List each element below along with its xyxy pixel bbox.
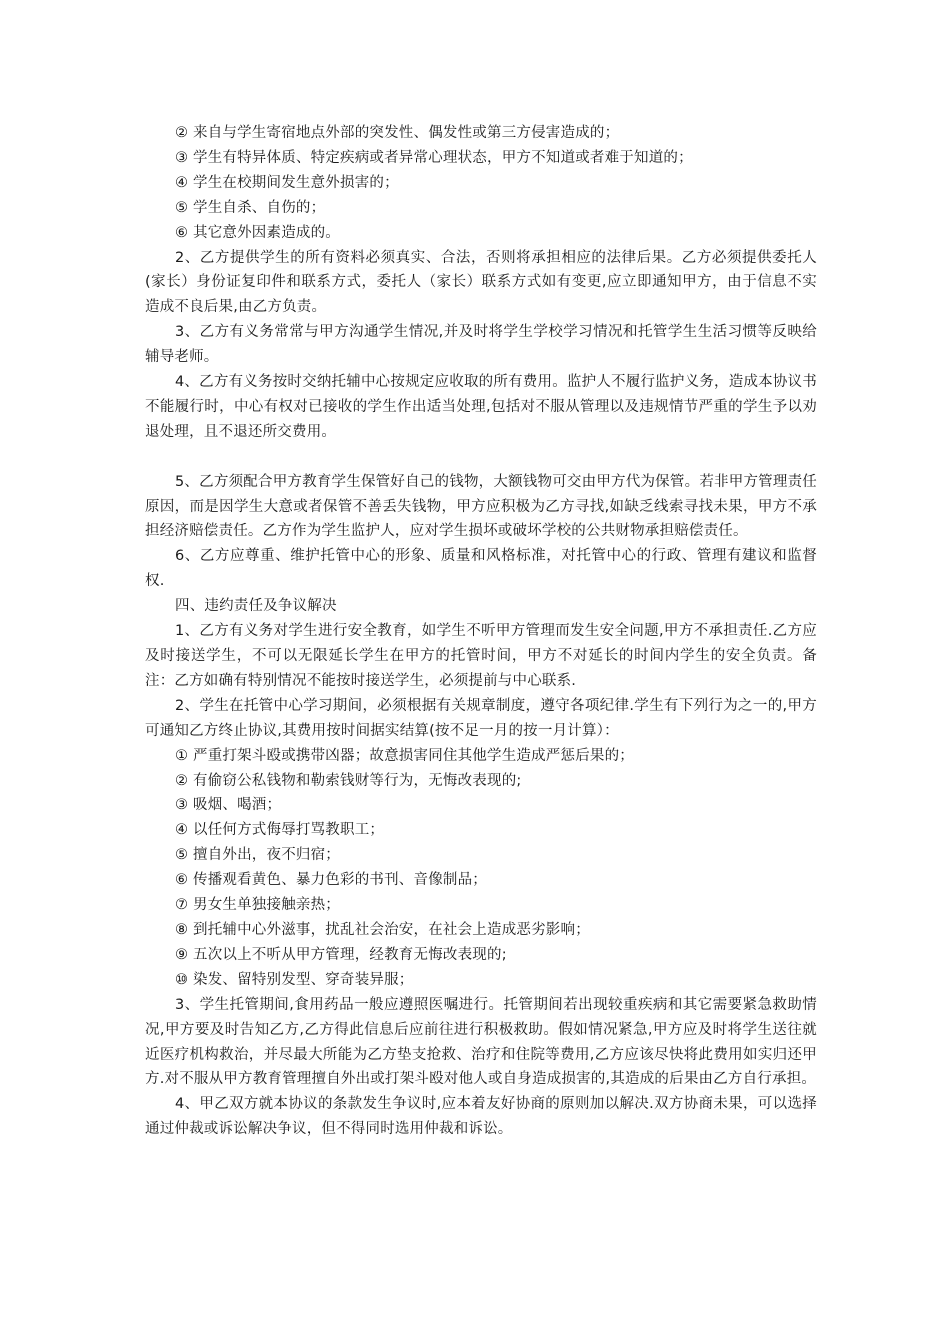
paragraph: 4、乙方有义务按时交纳托辅中心按规定应收取的所有费用。监护人不履行监护义务，造成本协议书不能履行时，中心有权对已接收的学生作出适当处理,包括对不服从管理以及违规情节严重的学生予以劝退处理，且不退还所交费用。 <box>145 374 817 440</box>
paragraph: 5、乙方须配合甲方教育学生保管好自己的钱物，大额钱物可交由甲方代为保管。若非甲方管理责任原因，而是因学生大意或者保管不善丢失钱物，甲方应积极为乙方寻找,如缺乏线索寻找未果，甲方不承担经济赔偿责任。乙方作为学生监护人，应对学生损坏或破坏学校的公共财物承担赔偿责任。 <box>145 473 817 540</box>
list-item: ③ 学生有特异体质、特定疾病或者异常心理状态，甲方不知道或者难于知道的； <box>175 149 693 166</box>
document-body <box>145 121 817 1142</box>
paragraph: 4、甲乙双方就本协议的条款发生争议时,应本着友好协商的原则加以解决.双方协商未果，可以选择通过仲裁或诉讼解决争议，但不得同时选用仲裁和诉讼。 <box>145 1096 817 1138</box>
section-heading: 四、违约责任及争议解决 <box>175 598 337 615</box>
list-item: ④ 以任何方式侮辱打骂教职工； <box>175 822 385 839</box>
list-item: ⑤ 擅自外出，夜不归宿； <box>175 847 341 864</box>
paragraph: 1、乙方有义务对学生进行安全教育，如学生不听甲方管理而发生安全问题,甲方不承担责任.乙方应及时接送学生，不可以无限延长学生在甲方的托管时间，甲方不对延长的时间内学生的安全负责。备注：乙方如确有特别情况不能按时接送学生，必须提前与中心联系. <box>145 623 817 689</box>
blank-line <box>145 445 817 470</box>
list-item: ② 来自与学生寄宿地点外部的突发性、偶发性或第三方侵害造成的； <box>175 125 620 141</box>
list-item: ④ 学生在校期间发生意外损害的； <box>175 174 399 191</box>
list-item: ⑧ 到托辅中心外滋事，扰乱社会治安，在社会上造成恶劣影响； <box>175 921 590 938</box>
paragraph: 2、乙方提供学生的所有资料必须真实、合法，否则将承担相应的法律后果。乙方必须提供委托人(家长）身份证复印件和联系方式，委托人（家长）联系方式如有变更,应立即通知甲方，由于信息不实造成不良后果,由乙方负责。 <box>145 249 817 316</box>
list-item: ⑨ 五次以上不听从甲方管理，经教育无悔改表现的; <box>175 946 507 963</box>
paragraph: 6、乙方应尊重、维护托管中心的形象、质量和风格标准，对托管中心的行政、管理有建议和监督权. <box>145 548 817 590</box>
list-item: ③ 吸烟、喝酒； <box>175 797 282 814</box>
paragraph: 3、乙方有义务常常与甲方沟通学生情况,并及时将学生学校学习情况和托管学生生活习惯等反映给辅导老师。 <box>145 324 817 366</box>
list-item: ① 严重打架斗殴或携带凶器；故意损害同住其他学生造成严惩后果的； <box>175 747 635 764</box>
list-item: ⑩ 染发、留特别发型、穿奇装异服； <box>175 971 414 988</box>
paragraph: 2、学生在托管中心学习期间，必须根据有关规章制度，遵守各项纪律.学生有下列行为之一的,甲方可通知乙方终止协议,其费用按时间据实结算(按不足一月的按一月计算）： <box>145 697 817 739</box>
list-item: ⑥ 其它意外因素造成的。 <box>175 224 341 241</box>
list-item: ⑥ 传播观看黄色、暴力色彩的书刊、音像制品； <box>175 872 488 889</box>
list-item: ② 有偷窃公私钱物和勒索钱财等行为，无悔改表现的; <box>175 772 522 789</box>
paragraph: 3、学生托管期间,食用药品一般应遵照医嘱进行。托管期间若出现较重疾病和其它需要紧急救助情况,甲方要及时告知乙方,乙方得此信息后应前往进行积极救助。假如情况紧急,甲方应及时将学生送往就近医疗机构救治，并尽最大所能为乙方垫支抢救、治疗和住院等费用,乙方应该尽快将此费用如实归还甲方.对不服从甲方教育管理擅自外出或打架斗殴对他人或自身造成损害的,其造成的后果由乙方自行承担。 <box>145 996 817 1088</box>
list-item: ⑦ 男女生单独接触亲热； <box>175 897 341 914</box>
list-item: ⑤ 学生自杀、自伤的； <box>175 199 326 216</box>
